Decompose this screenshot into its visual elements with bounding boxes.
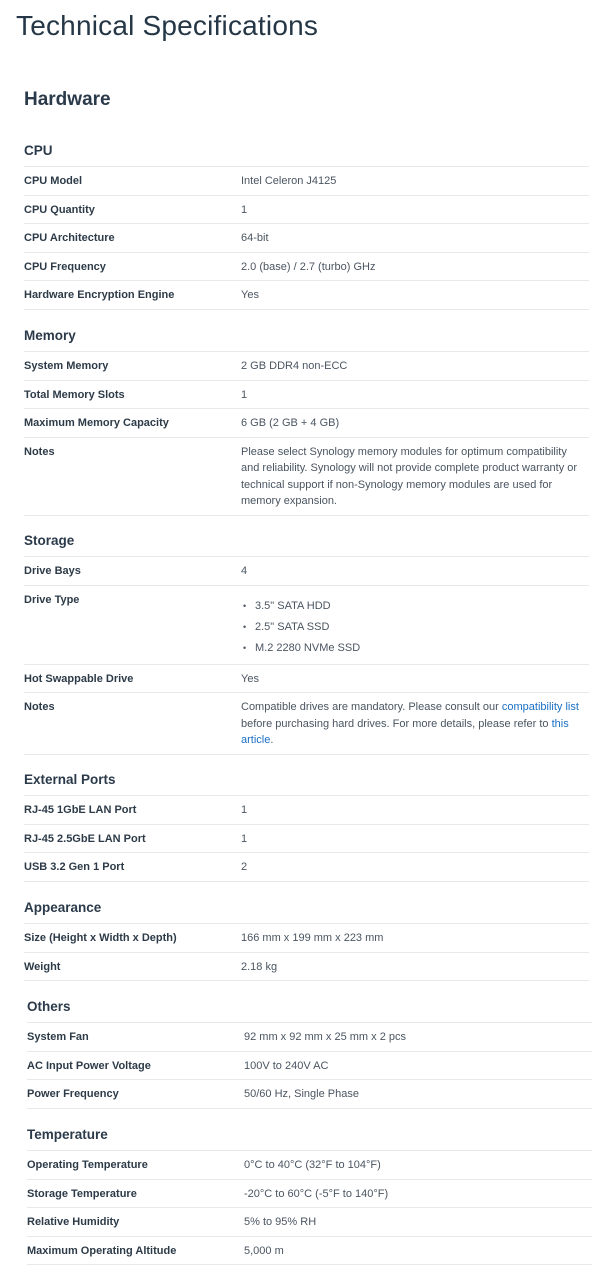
table-row [27,1179,592,1208]
this-article-link[interactable]: this article [241,717,569,746]
table-row [27,1150,592,1179]
spec-label: System Memory [24,360,109,372]
spec-value: 100V to 240V AC [244,1059,329,1072]
table-row [27,1079,592,1109]
spec-value: 2 GB DDR4 non-ECC [241,360,348,372]
table-row [24,195,589,224]
group-title: CPU [24,143,53,158]
group-title: Memory [24,328,76,343]
drive-type-list [241,596,589,659]
spec-value: 64-bit [241,232,269,244]
spec-value: 5% to 95% RH [244,1216,317,1228]
group-title: Others [27,999,71,1014]
spec-label: Size (Height x Width x Depth) [24,932,177,944]
spec-value: 1 [241,804,248,816]
spec-group-cpu [24,136,589,310]
spec-value: Intel Celeron J4125 [241,175,337,187]
spec-value: 1 [241,388,248,401]
spec-label: Relative Humidity [27,1216,120,1228]
spec-label: AC Input Power Voltage [27,1059,151,1072]
group-title: Temperature [27,1127,108,1142]
table-row [27,1022,592,1051]
table-row [24,852,589,882]
spec-label: Hot Swappable Drive [24,672,134,685]
spec-value: Please select Synology memory modules for optimum compatibility and reliability. Synology will not provide complete product warranty or technical support if non-Synology memory modules are used for memory expansion. [241,445,578,507]
group-title: Appearance [24,900,102,915]
notes-text: . [270,734,274,746]
spec-label: CPU Quantity [24,203,95,216]
table-row [24,408,589,437]
table-row [27,1236,592,1266]
spec-label: RJ-45 2.5GbE LAN Port [24,832,146,845]
spec-label: System Fan [27,1031,89,1043]
spec-value: 2 [241,861,248,873]
spec-value: 92 mm x 92 mm x 25 mm x 2 pcs [244,1031,406,1043]
spec-value: 1 [241,832,248,845]
spec-value: 50/60 Hz, Single Phase [244,1088,359,1100]
spec-label: CPU Architecture [24,232,115,244]
spec-value: 4 [241,565,248,577]
table-row [24,795,589,824]
spec-group-temperature [27,1120,592,1265]
spec-label: Hardware Encryption Engine [24,289,175,301]
table-row [27,1207,592,1236]
spec-label: CPU Frequency [24,260,106,273]
spec-value: 2.0 (base) / 2.7 (turbo) GHz [241,260,376,273]
spec-value: -20°C to 60°C (-5°F to 140°F) [244,1187,389,1200]
spec-value [241,693,589,754]
section-title-hardware: Hardware [24,89,111,110]
spec-value [241,586,589,664]
spec-value: 1 [241,203,248,216]
spec-label: CPU Model [24,175,83,187]
spec-group-appearance [24,893,589,981]
spec-value: 6 GB (2 GB + 4 GB) [241,417,340,429]
list-item: • 2.5" SATA SSD [255,617,589,638]
table-row [24,923,589,952]
spec-value: Yes [241,672,259,685]
spec-label: Maximum Operating Altitude [27,1244,177,1257]
spec-label: Notes [24,701,55,713]
spec-label: Drive Bays [24,565,81,577]
notes-text: Compatible drives are mandatory. Please consult our [241,701,499,713]
table-row [24,952,589,982]
spec-label: RJ-45 1GbE LAN Port [24,804,137,816]
spec-group-others [27,992,592,1109]
table-row [24,252,589,281]
spec-label: Drive Type [24,593,80,606]
spec-label: Power Frequency [27,1088,119,1100]
spec-value: 166 mm x 199 mm x 223 mm [241,932,384,944]
table-row [24,824,589,853]
spec-label: Notes [24,445,55,458]
list-item: • 3.5" SATA HDD [255,596,589,617]
table-row [24,351,589,380]
table-row [24,692,589,755]
spec-group-external-ports [24,765,589,882]
spec-value: 5,000 m [244,1244,284,1257]
group-title: External Ports [24,772,116,787]
table-row [24,585,589,664]
spec-group-memory [24,321,589,516]
table-row [24,556,589,585]
table-row [24,166,589,195]
spec-label: Weight [24,960,61,973]
spec-label: USB 3.2 Gen 1 Port [24,861,125,873]
table-row [24,280,589,310]
spec-label: Storage Temperature [27,1187,137,1200]
spec-label: Total Memory Slots [24,388,125,401]
notes-text: before purchasing hard drives. For more details, please refer to [241,717,549,730]
compatibility-list-link[interactable]: compatibility list [501,701,579,713]
group-title: Storage [24,533,75,548]
table-row [24,380,589,409]
table-row [24,437,589,516]
spec-value: 0°C to 40°C (32°F to 104°F) [244,1159,381,1171]
table-row [24,223,589,252]
spec-label: Maximum Memory Capacity [24,417,169,429]
spec-value: 2.18 kg [241,960,278,973]
table-row [27,1051,592,1080]
spec-label: Operating Temperature [27,1159,148,1171]
list-item: • M.2 2280 NVMe SSD [255,638,589,659]
table-row [24,664,589,693]
page-title: Technical Specifications [16,10,319,41]
spec-value: Yes [241,289,259,301]
spec-group-storage [24,526,589,755]
